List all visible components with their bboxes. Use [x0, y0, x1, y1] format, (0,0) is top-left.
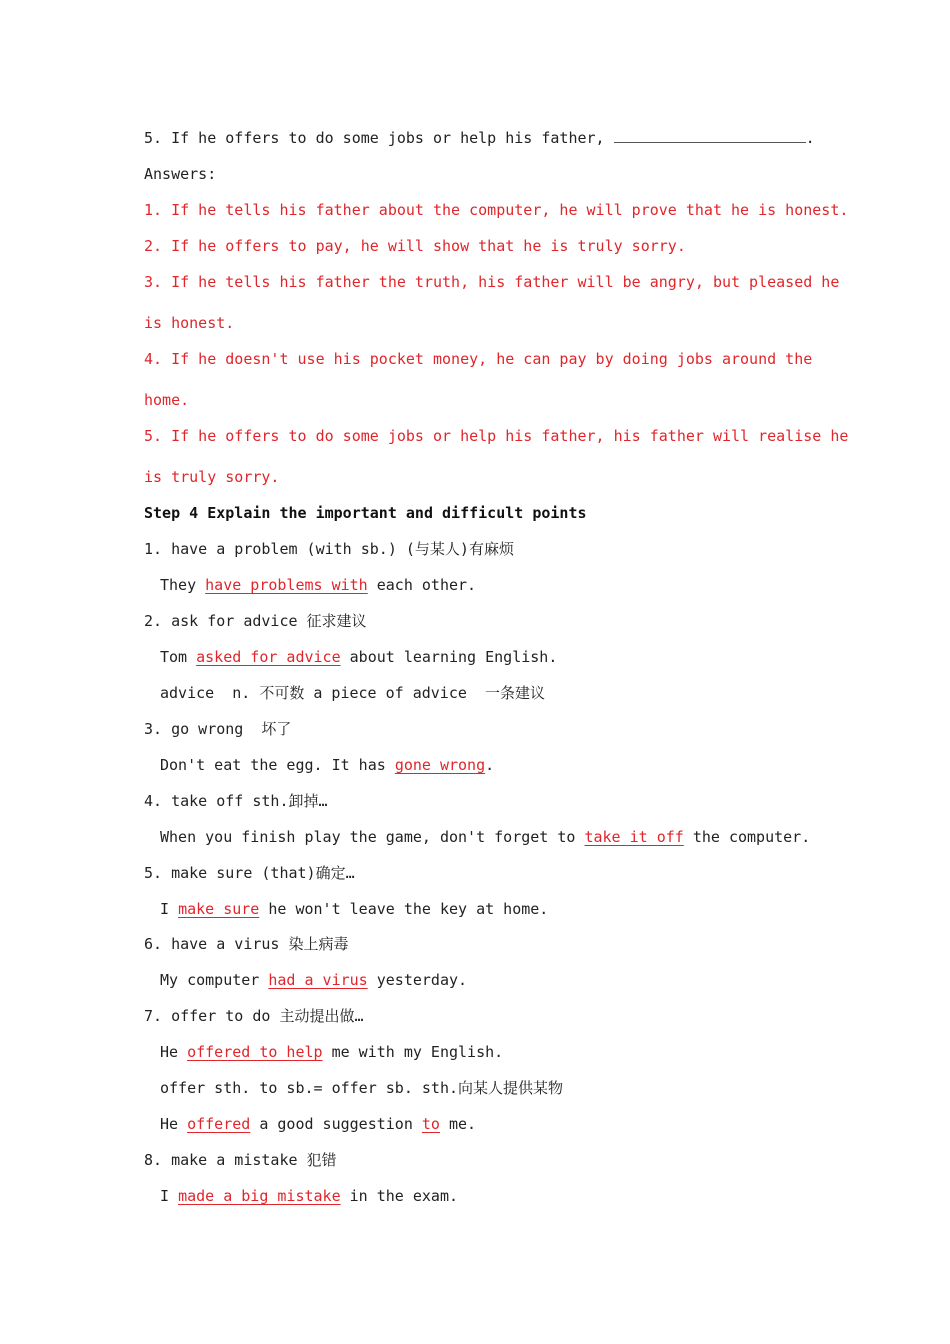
- answer-2: 2. If he offers to pay, he will show that he is truly sorry.: [144, 237, 686, 255]
- point-2-title: 2. ask for advice 征求建议: [144, 612, 367, 630]
- answer-1: 1. If he tells his father about the computer, he will prove that he is honest.: [144, 201, 849, 219]
- answer-5-continued: is truly sorry.: [144, 468, 280, 486]
- answer-3: 3. If he tells his father the truth, his father will be angry, but pleased he: [144, 273, 840, 291]
- point-7-example: He offered to help me with my English.: [160, 1043, 504, 1061]
- point-5-title: 5. make sure (that)确定…: [144, 864, 355, 882]
- point-7-example-2: He offered a good suggestion to me.: [160, 1115, 477, 1133]
- point-7-title: 7. offer to do 主动提出做…: [144, 1007, 364, 1025]
- point-7-note: offer sth. to sb.= offer sb. sth.向某人提供某物: [160, 1079, 564, 1097]
- point-6-example: My computer had a virus yesterday.: [160, 971, 468, 989]
- point-3-example: Don't eat the egg. It has gone wrong.: [160, 756, 495, 774]
- point-6-title: 6. have a virus 染上病毒: [144, 935, 349, 953]
- point-3-title: 3. go wrong 坏了: [144, 720, 292, 738]
- answer-3-continued: is honest.: [144, 314, 235, 332]
- step-heading: Step 4 Explain the important and difficult points: [144, 504, 587, 522]
- point-1-example: They have problems with each other.: [160, 576, 477, 594]
- point-2-example: Tom asked for advice about learning English.: [160, 648, 558, 666]
- point-1-title: 1. have a problem (with sb.) (与某人)有麻烦: [144, 540, 514, 558]
- answer-5: 5. If he offers to do some jobs or help his father, his father will realise he: [144, 427, 849, 445]
- answer-blank: [614, 128, 806, 143]
- point-2-note: advice n. 不可数 a piece of advice 一条建议: [160, 684, 545, 702]
- point-8-title: 8. make a mistake 犯错: [144, 1151, 337, 1169]
- point-4-example: When you finish play the game, don't forget to take it off the computer.: [160, 828, 811, 846]
- point-5-example: I make sure he won't leave the key at home.: [160, 900, 549, 918]
- answers-label: Answers:: [144, 165, 217, 183]
- question-5: 5. If he offers to do some jobs or help his father, .: [144, 129, 815, 147]
- point-4-title: 4. take off sth.卸掉…: [144, 792, 328, 810]
- answer-4-continued: home.: [144, 391, 190, 409]
- answer-4: 4. If he doesn't use his pocket money, he can pay by doing jobs around the: [144, 350, 813, 368]
- point-8-example: I made a big mistake in the exam.: [160, 1187, 459, 1205]
